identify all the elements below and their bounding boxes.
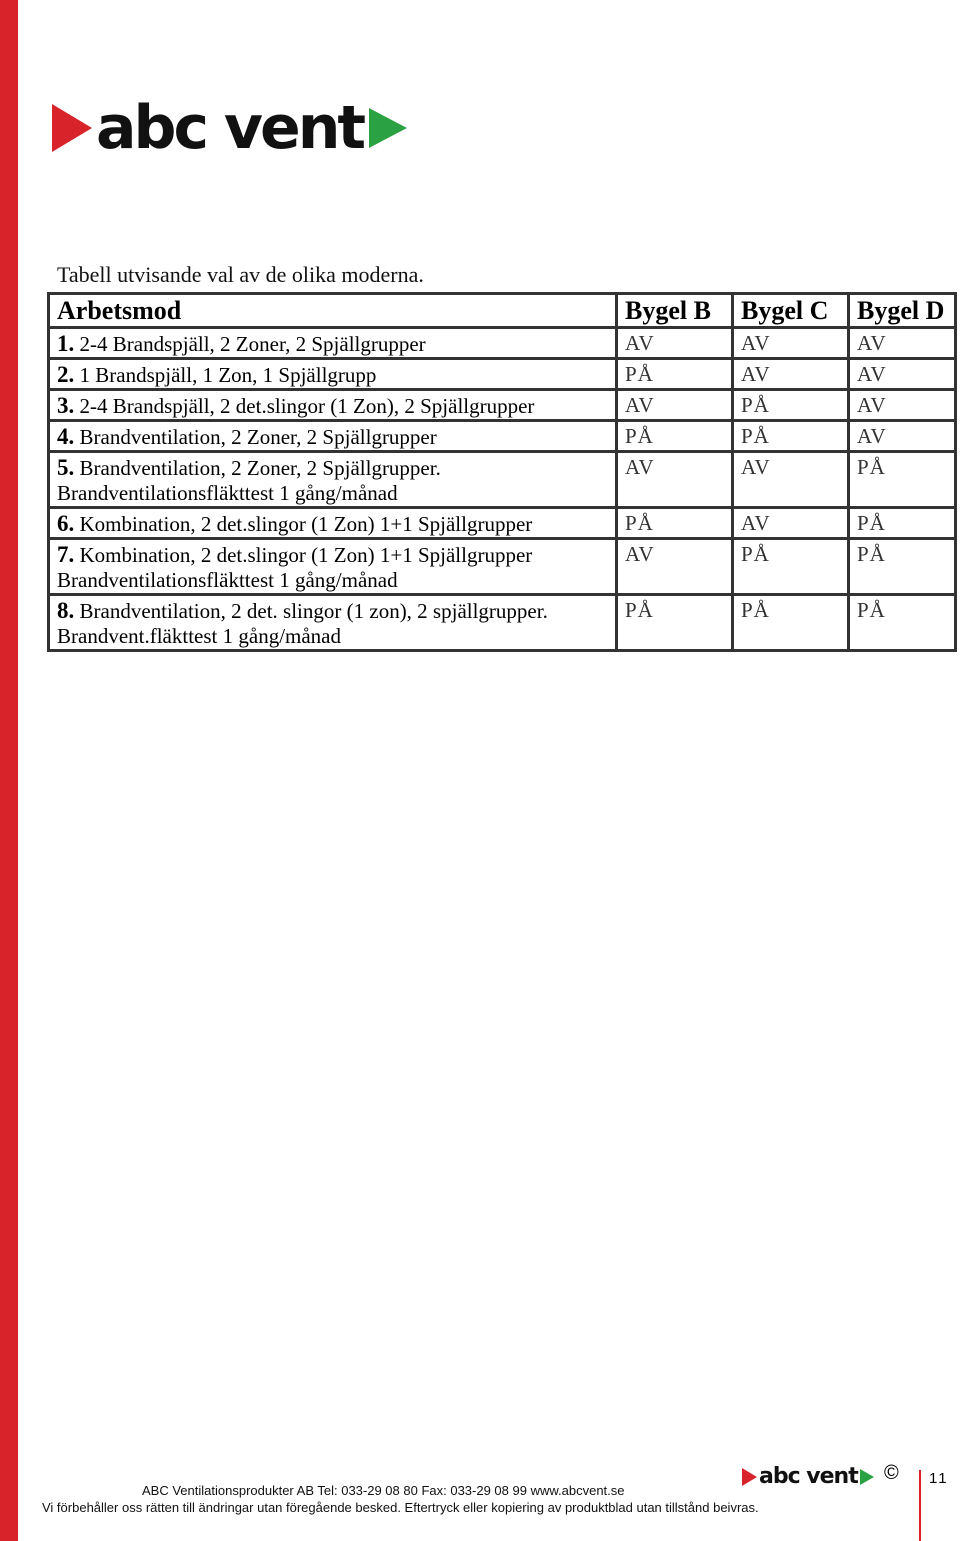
footer-contact: ABC Ventilationsprodukter AB Tel: 033-29 08 80 Fax: 033-29 08 99 www.abcvent.se: [142, 1483, 625, 1498]
bygel-b-value: AV: [617, 390, 733, 421]
mode-cell: [49, 595, 617, 651]
header-arbetsmod: Arbetsmod: [49, 294, 617, 328]
table-row: [49, 421, 956, 452]
bygel-c-value: AV: [733, 328, 849, 359]
mode-number: 4.: [57, 424, 75, 449]
bygel-b-value: PÅ: [617, 421, 733, 452]
mode-cell: [49, 359, 617, 390]
bygel-b-value: PÅ: [617, 359, 733, 390]
mode-description: Brandventilation, 2 Zoner, 2 Spjällgrupper. Brandventilationsfläkttest 1 gång/månad: [57, 456, 441, 505]
footer-notice: Vi förbehåller oss rätten till ändringar utan föregående besked. Eftertryck eller kopiering av produktblad utan tillstånd beivras.: [42, 1500, 759, 1515]
bygel-c-value: AV: [733, 452, 849, 508]
footer-logo-green-arrow-icon: [860, 1469, 874, 1485]
bygel-b-value: AV: [617, 328, 733, 359]
bygel-d-value: PÅ: [849, 539, 956, 595]
table-row: [49, 390, 956, 421]
bygel-d-value: AV: [849, 390, 956, 421]
mode-cell: [49, 539, 617, 595]
table-row: [49, 359, 956, 390]
mode-description: Kombination, 2 det.slingor (1 Zon) 1+1 Spjällgrupper Brandventilationsfläkttest 1 gång/månad: [57, 543, 533, 592]
mode-number: 5.: [57, 455, 75, 480]
footer-logo-red-arrow-icon: [742, 1468, 757, 1486]
mode-description: Brandventilation, 2 Zoner, 2 Spjällgrupper: [79, 425, 437, 449]
mode-description: 2-4 Brandspjäll, 2 det.slingor (1 Zon), 2 Spjällgrupper: [79, 394, 535, 418]
mode-number: 3.: [57, 393, 75, 418]
table-row: [49, 539, 956, 595]
mode-cell: [49, 390, 617, 421]
bygel-c-value: PÅ: [733, 539, 849, 595]
bygel-b-value: AV: [617, 539, 733, 595]
left-accent-bar: [0, 0, 18, 1541]
header-bygel-c: Bygel C: [733, 294, 849, 328]
header-bygel-b: Bygel B: [617, 294, 733, 328]
mode-cell: [49, 328, 617, 359]
header-bygel-d: Bygel D: [849, 294, 956, 328]
bygel-b-value: PÅ: [617, 595, 733, 651]
copyright-symbol: ©: [884, 1462, 899, 1484]
bygel-d-value: AV: [849, 328, 956, 359]
bygel-d-value: PÅ: [849, 508, 956, 539]
bygel-c-value: PÅ: [733, 390, 849, 421]
table-row: [49, 452, 956, 508]
bygel-c-value: AV: [733, 508, 849, 539]
bygel-c-value: AV: [733, 359, 849, 390]
mode-number: 1.: [57, 331, 75, 356]
modes-table: [47, 292, 957, 652]
mode-description: 1 Brandspjäll, 1 Zon, 1 Spjällgrupp: [79, 363, 377, 387]
table-caption: Tabell utvisande val av de olika moderna.: [57, 262, 424, 287]
bygel-b-value: PÅ: [617, 508, 733, 539]
bygel-d-value: AV: [849, 421, 956, 452]
bygel-d-value: PÅ: [849, 452, 956, 508]
mode-cell: [49, 452, 617, 508]
bygel-b-value: AV: [617, 452, 733, 508]
table-row: [49, 595, 956, 651]
mode-number: 2.: [57, 362, 75, 387]
table-row: [49, 508, 956, 539]
page-number-divider: [919, 1470, 921, 1541]
logo-red-arrow-icon: [52, 104, 92, 152]
table-header-row: [49, 294, 956, 328]
mode-cell: [49, 421, 617, 452]
footer-logo-wordmark: abc vent: [759, 1464, 858, 1489]
mode-cell: [49, 508, 617, 539]
logo-green-arrow-icon: [369, 108, 407, 148]
brand-logo: [52, 93, 407, 163]
table-row: [49, 328, 956, 359]
bygel-c-value: PÅ: [733, 421, 849, 452]
bygel-d-value: AV: [849, 359, 956, 390]
footer-logo: [742, 1464, 874, 1489]
page-number: 11: [929, 1470, 949, 1487]
bygel-d-value: PÅ: [849, 595, 956, 651]
mode-number: 7.: [57, 542, 75, 567]
mode-description: Brandventilation, 2 det. slingor (1 zon), 2 spjällgrupper. Brandvent.fläkttest 1 gång/månad: [57, 599, 548, 648]
mode-number: 8.: [57, 598, 75, 623]
bygel-c-value: PÅ: [733, 595, 849, 651]
mode-description: 2-4 Brandspjäll, 2 Zoner, 2 Spjällgrupper: [79, 332, 426, 356]
logo-wordmark: abc vent: [96, 93, 364, 163]
mode-number: 6.: [57, 511, 75, 536]
mode-description: Kombination, 2 det.slingor (1 Zon) 1+1 Spjällgrupper: [79, 512, 533, 536]
